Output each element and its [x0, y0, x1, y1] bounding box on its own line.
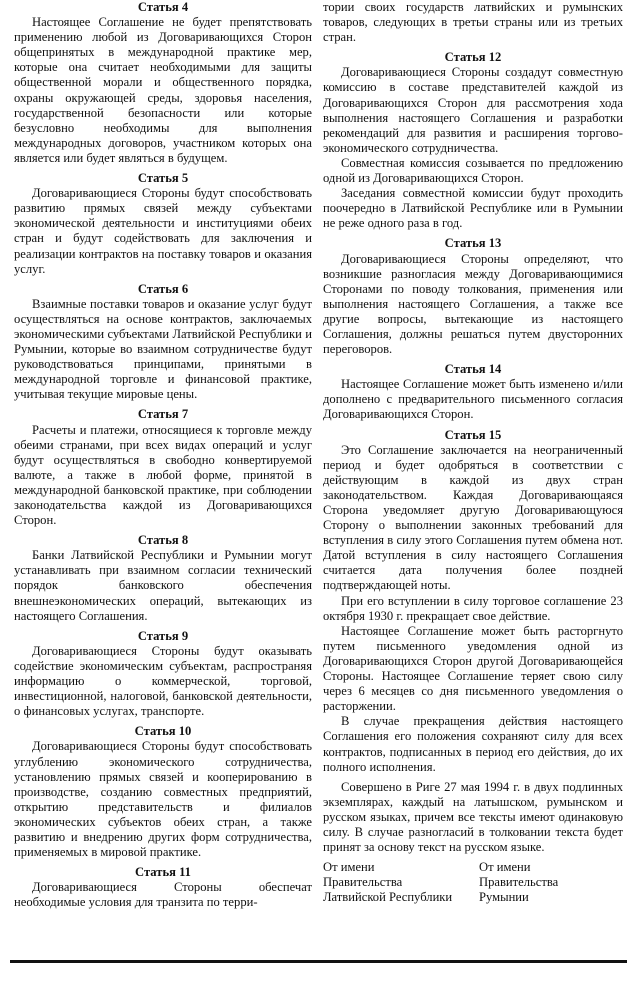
- signature-line: Латвийской Республики: [323, 890, 453, 905]
- article-heading: Статья 11: [135, 865, 191, 880]
- article-heading: Статья 14: [444, 362, 502, 377]
- signature-line: Румынии: [479, 890, 529, 905]
- article-7: [14, 407, 312, 528]
- right-column: [323, 0, 623, 905]
- article-paragraph: Это Соглашение заключается на неограниченный период и будет одобряться в соответствии с действующим в каждой из двух стран законодательством. Каждая Договаривающаяся Сторона уведомляет другую Договаривающуюся Сторону о выполнении законных требований для вступления в силу этого Соглашения путем обмена нот. Датой вступления в силу настоящего Соглашения считается дата получения более поздней подтверждающей ноты.: [323, 442, 623, 593]
- article-heading: Статья 13: [444, 236, 502, 251]
- bottom-rule: [10, 960, 627, 963]
- article-heading: Статья 15: [444, 427, 502, 442]
- continued-paragraph: тории своих государств латвийских и румынских товаров, следующих в третьи страны или из третьих стран.: [323, 0, 623, 45]
- article-heading: Статья 10: [134, 724, 192, 739]
- signature-block: [323, 860, 623, 905]
- article-10: [14, 724, 312, 860]
- article-heading: Статья 7: [137, 407, 189, 422]
- article-4: [14, 0, 312, 166]
- article-9: [14, 629, 312, 720]
- signature-line: Правительства: [479, 875, 559, 890]
- article-paragraph: В случае прекращения действия настоящего Соглашения его положения сохраняют силу для всех контрактов, подписанных в период его действия, до их полного исполнения.: [323, 714, 623, 774]
- signature-latvia: [323, 860, 467, 905]
- article-14: [323, 362, 623, 422]
- article-paragraph: Взаимные поставки товаров и оказание услуг будут осуществляться на основе контрактов, заключаемых экономическими субъектами Латвийской Республики и Румынии, которые во взаимном сотрудничестве будут руководствоваться принципами, принятыми в международной торговле и финансовой практике, учитывая текущие мировые цены.: [14, 296, 312, 402]
- article-paragraph: Расчеты и платежи, относящиеся к торговле между обеими странами, при всех видах операций и услуг будут осуществляться в свободно конвертируемой валюте, а также в любой форме, принятой в международной банковской практике, при соблюдении законодательства каждой из Договаривающихся Сторон.: [14, 422, 312, 528]
- article-11-continuation: [323, 0, 623, 45]
- article-11: [14, 865, 312, 910]
- article-paragraph: Заседания совместной комиссии будут проходить поочередно в Латвийской Республике или в Румынии не реже одного раза в год.: [323, 186, 623, 231]
- article-paragraph: Настоящее Соглашение может быть изменено и/или дополнено с предварительного письменного согласия Договаривающихся Сторон.: [323, 377, 623, 422]
- article-heading: Статья 5: [137, 171, 189, 186]
- signature-romania: [479, 860, 623, 905]
- closing-statement: [323, 780, 623, 855]
- article-5: [14, 171, 312, 277]
- article-heading: Статья 6: [137, 281, 189, 296]
- signature-line: Правительства: [323, 875, 403, 890]
- article-paragraph: Договаривающиеся Стороны будут способствовать углублению экономического сотрудничества, установлению прямых связей и кооперированию в производстве, созданию совместных предприятий, открытию представительств и филиалов экономических субъектов обеих стран, а также развитию и внедрению других форм сотрудничества, применяемых в мировой практике.: [14, 739, 312, 860]
- article-paragraph: Договаривающиеся Стороны создадут совместную комиссию в составе представителей каждой из Договаривающихся Сторон для рассмотрения хода выполнения настоящего Соглашения и разработки рекомендаций для развития и расширения торгово-экономического сотрудничества.: [323, 65, 623, 155]
- article-heading: Статья 4: [137, 0, 189, 14]
- article-13: [323, 236, 623, 357]
- article-8: [14, 533, 312, 624]
- article-paragraph: Договаривающиеся Стороны определяют, что возникшие разногласия между Договаривающимися Сторонами по поводу толкования, применения или выполнения настоящего Соглашения, а также все другие вопросы, вытекающие из настоящего Соглашения, должны решаться путем двусторонних переговоров.: [323, 251, 623, 357]
- article-heading: Статья 9: [137, 628, 189, 643]
- signature-line: От имени: [323, 860, 375, 875]
- article-6: [14, 282, 312, 403]
- article-heading: Статья 12: [444, 50, 502, 65]
- signature-line: От имени: [479, 860, 531, 875]
- article-paragraph: Договаривающиеся Стороны обеспечат необходимые условия для транзита по терри-: [14, 880, 312, 910]
- article-paragraph: Настоящее Соглашение не будет препятствовать применению любой из Договаривающихся Сторон общепринятых в международной практике мер, которые она считает необходимыми для защиты общественной морали и общественного порядка, охраны окружающей среды, здоровья населения, государственной безопасности или которые безусловно необходимы для выполнения международных договоров, участником которых она является или будет являться в будущем.: [14, 15, 312, 165]
- closing-paragraph: Совершено в Риге 27 мая 1994 г. в двух подлинных экземплярах, каждый на латышском, румынском и русском языках, причем все тексты имеют одинаковую силу. В случае разногласий в толковании текста будет принят за основу текст на русском языке.: [323, 779, 623, 855]
- article-paragraph: При его вступлении в силу торговое соглашение 23 октября 1930 г. прекращает свое действие.: [323, 593, 623, 623]
- article-heading: Статья 8: [137, 533, 189, 548]
- article-paragraph: Совместная комиссия созывается по предложению одной из Договаривающихся Сторон.: [323, 155, 623, 186]
- article-paragraph: Банки Латвийской Республики и Румынии могут устанавливать при взаимном согласии технический порядок банковского обеспечения внешнеэкономических операций, вытекающих из настоящего Соглашения.: [14, 548, 312, 623]
- article-paragraph: Договаривающиеся Стороны будут способствовать развитию прямых связей между субъектами экономической деятельности и институциями обеих стран и будут содействовать для заключения и реализации контрактов на поставку товаров и оказания услуг.: [14, 186, 312, 276]
- article-15: [323, 428, 623, 775]
- article-12: [323, 50, 623, 231]
- article-paragraph: Настоящее Соглашение может быть расторгнуто путем письменного уведомления одной из Договаривающихся Сторон другой Договаривающейся Стороны. Настоящее Соглашение теряет свою силу через 6 месяцев со дня письменного уведомления о расторжении.: [323, 623, 623, 714]
- article-paragraph: Договаривающиеся Стороны будут оказывать содействие экономическим субъектам, распространяя информацию о коммерческой, торговой, инвестиционной, налоговой, банковской деятельности, о финансовых услугах, транспорте.: [14, 643, 312, 719]
- left-column: [14, 0, 312, 915]
